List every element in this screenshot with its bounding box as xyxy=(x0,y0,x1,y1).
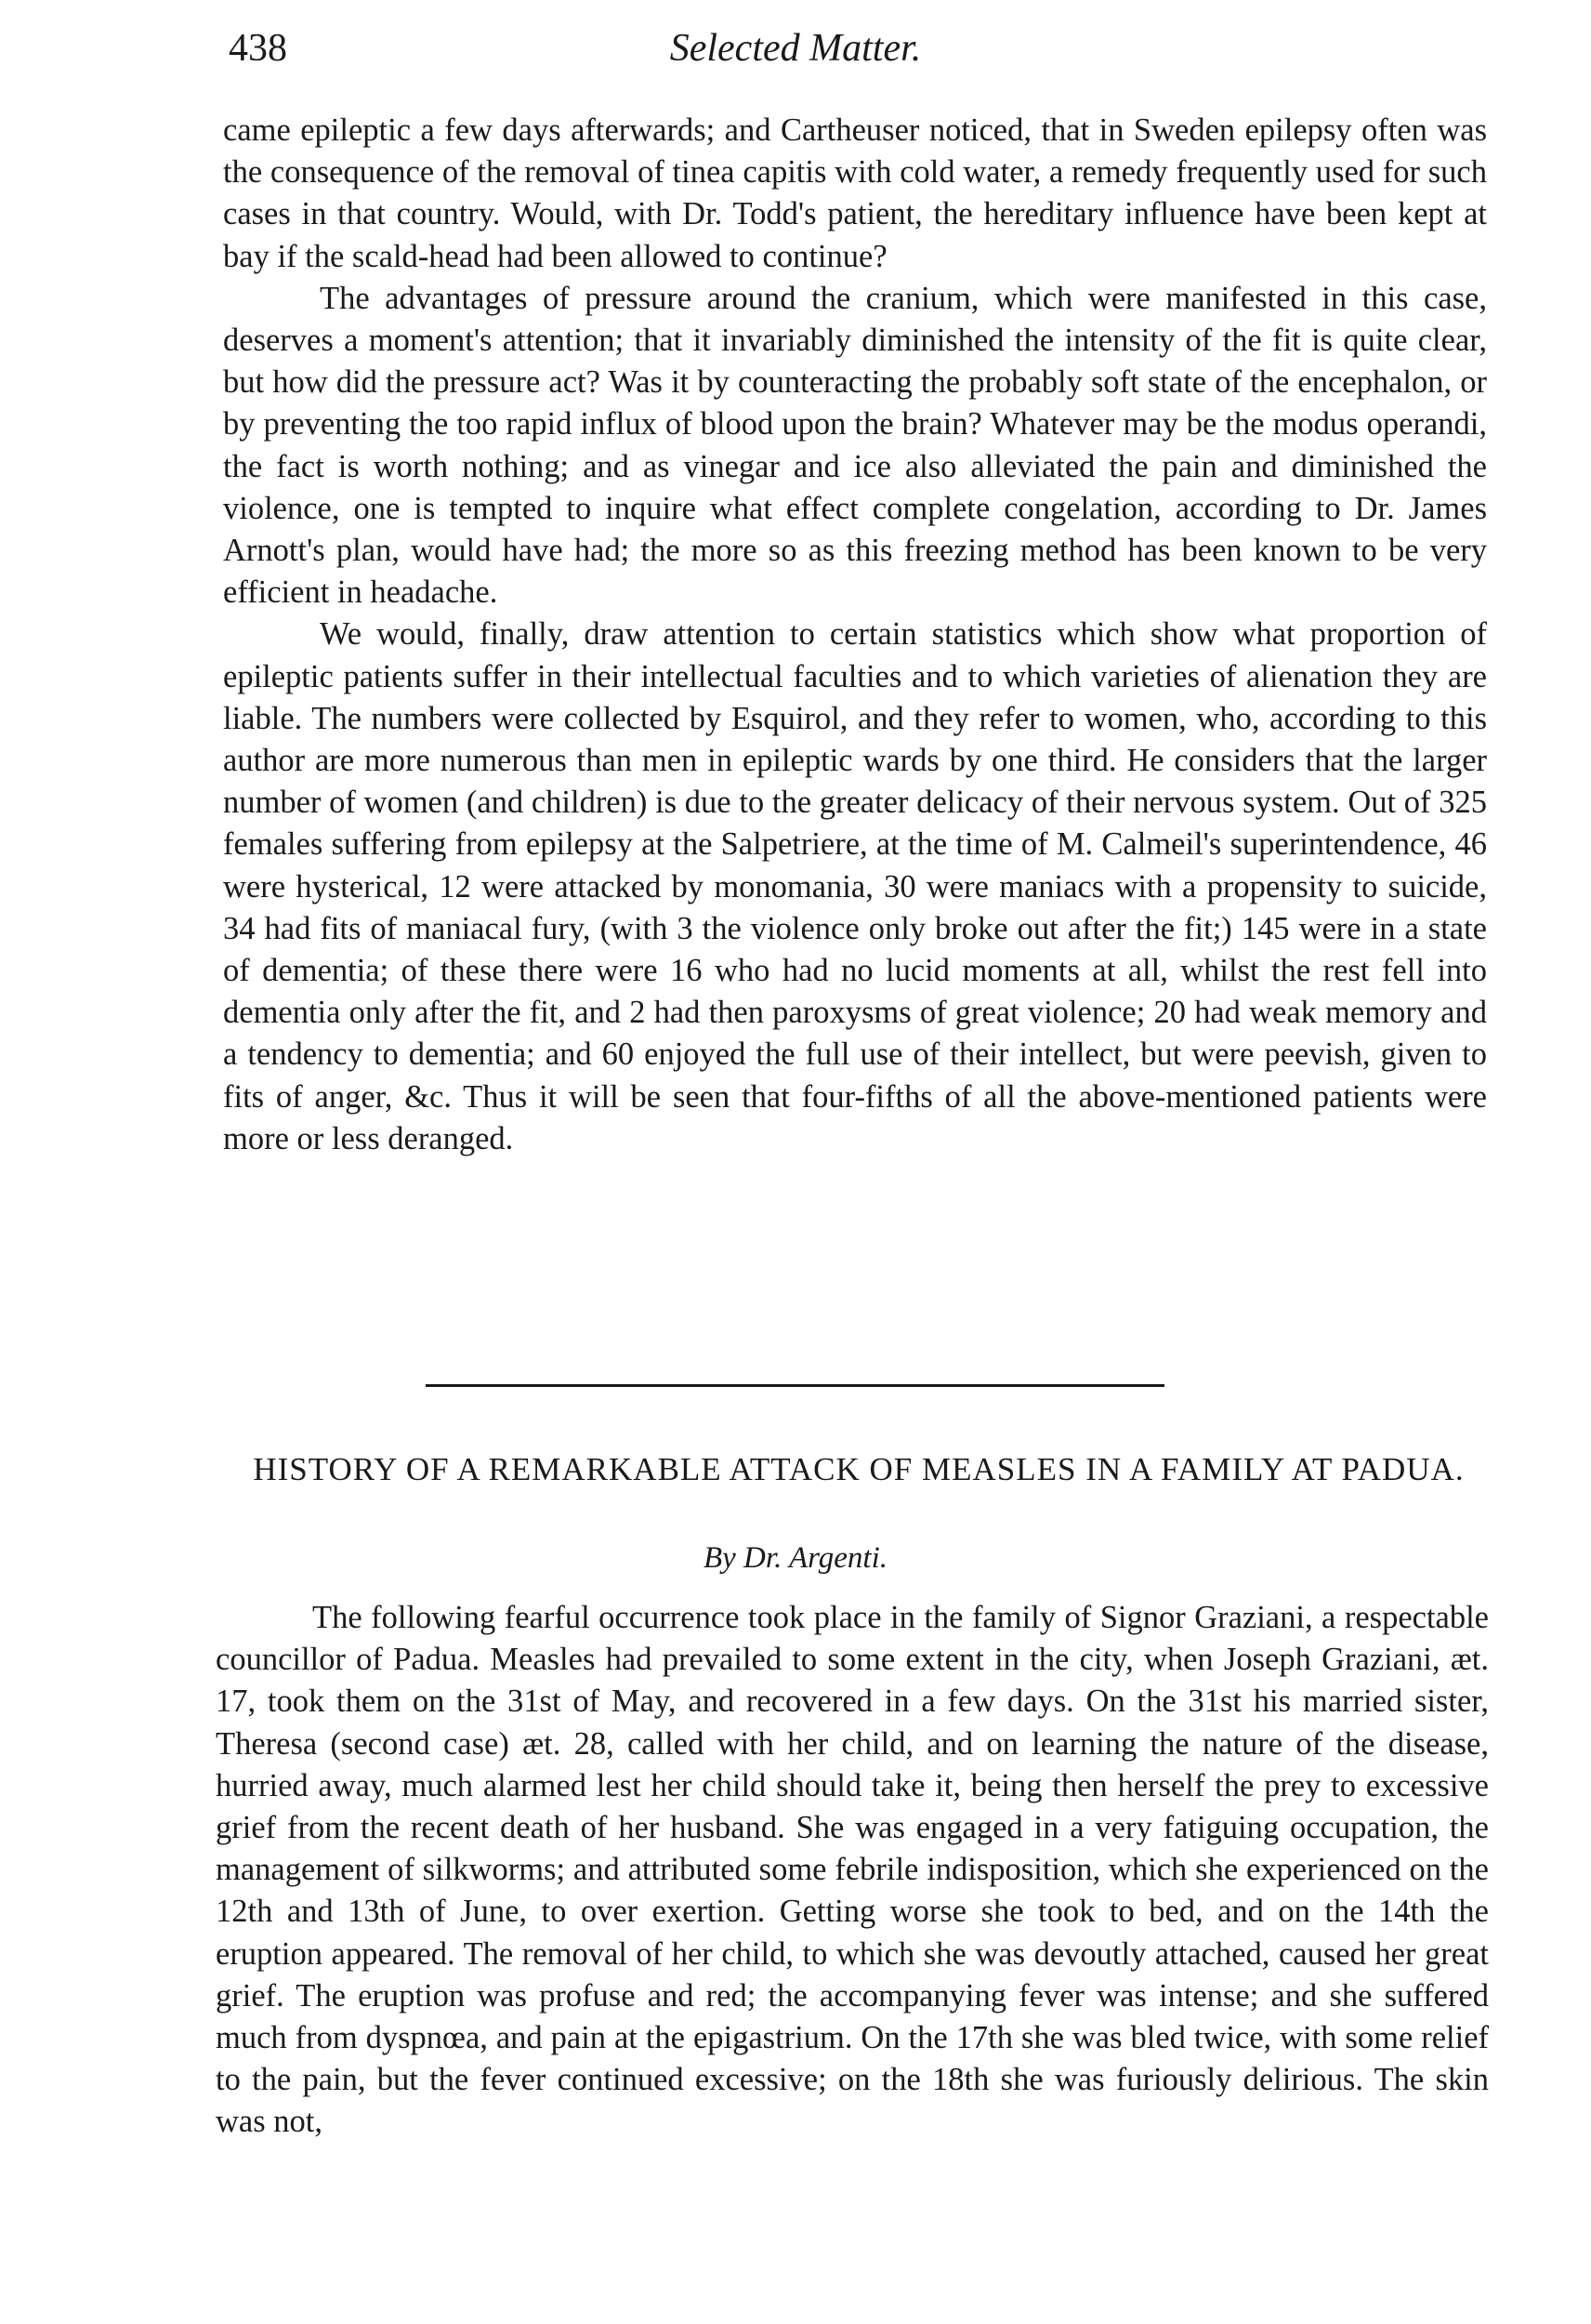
article-body xyxy=(216,1597,1489,2144)
paragraph: The advantages of pressure around the cranium, which were manifested in this case, deserves a moment's attention; that it invariably diminished the intensity of the fit is quite clear, but how did the pressure act? Was it by counteracting the probably soft state of the encephalon, or by preventing the too rapid influx of blood upon the brain? Whatever may be the modus operandi, the fact is worth nothing; and as vinegar and ice also alleviated the pain and diminished the violence, one is tempted to inquire what effect complete congelation, according to Dr. James Arnott's plan, would have had; the more so as this freezing method has been known to be very efficient in headache. xyxy=(223,280,1487,611)
paragraph: We would, finally, draw attention to certain statistics which show what proportion of epileptic patients suffer in their intellectual faculties and to which varieties of alienation they are liable. The numbers were collected by Esquirol, and they refer to women, who, according to this author are more numerous than men in epileptic wards by one third. He considers that the larger number of women (and children) is due to the greater delicacy of their nervous system. Out of 325 females suffering from epilepsy at the Salpetriere, at the time of M. Calmeil's superintendence, 46 were hysterical, 12 were attacked by monomania, 30 were maniacs with a propensity to suicide, 34 had fits of maniacal fury, (with 3 the violence only broke out after the fit;) 145 were in a state of dementia; of these there were 16 who had no lucid moments at all, whilst the rest fell into dementia only after the fit, and 2 had then paroxysms of great violence; 20 had weak memory and a tendency to dementia; and 60 enjoyed the full use of their intellect, but were peevish, given to fits of anger, &c. Thus it will be seen that four-fifths of all the above-mentioned patients were more or less deranged. xyxy=(223,616,1487,1156)
article-title: HISTORY OF A REMARKABLE ATTACK OF MEASLES IN A FAMILY AT PADUA. xyxy=(253,1451,1465,1487)
page-number: 438 xyxy=(229,27,287,70)
previous-article-body xyxy=(223,110,1487,1160)
page-header xyxy=(0,26,1591,82)
article-byline: By Dr. Argenti. xyxy=(703,1541,888,1575)
paragraph: came epileptic a few days afterwards; and Cartheuser noticed, that in Sweden epilepsy often was the consequence of the removal of tinea capitis with cold water, a remedy frequently used for such cases in that country. Would, with Dr. Todd's patient, the hereditary influence have been kept at bay if the scald-head had been allowed to continue? xyxy=(223,112,1487,274)
running-head: Selected Matter. xyxy=(669,27,922,70)
section-divider xyxy=(426,1384,1164,1387)
paragraph: The following fearful occurrence took place in the family of Signor Graziani, a respectable councillor of Padua. Measles had prevailed to some extent in the city, when Joseph Graziani, æt. 17, took them on the 31st of May, and recovered in a few days. On the 31st his married sister, Theresa (second case) æt. 28, called with her child, and on learning the nature of the disease, hurried away, much alarmed lest her child should take it, being then herself the prey to excessive grief from the recent death of her husband. She was engaged in a very fatiguing occupation, the management of silkworms; and attributed some febrile indisposition, which she experienced on the 12th and 13th of June, to over exertion. Getting worse she took to bed, and on the 14th the eruption appeared. The removal of her child, to which she was devoutly attached, caused her great grief. The eruption was profuse and red; the accompanying fever was intense; and she suffered much from dyspnœa, and pain at the epigastrium. On the 17th she was bled twice, with some relief to the pain, but the fever continued excessive; on the 18th she was furiously delirious. The skin was not, xyxy=(216,1600,1489,2140)
